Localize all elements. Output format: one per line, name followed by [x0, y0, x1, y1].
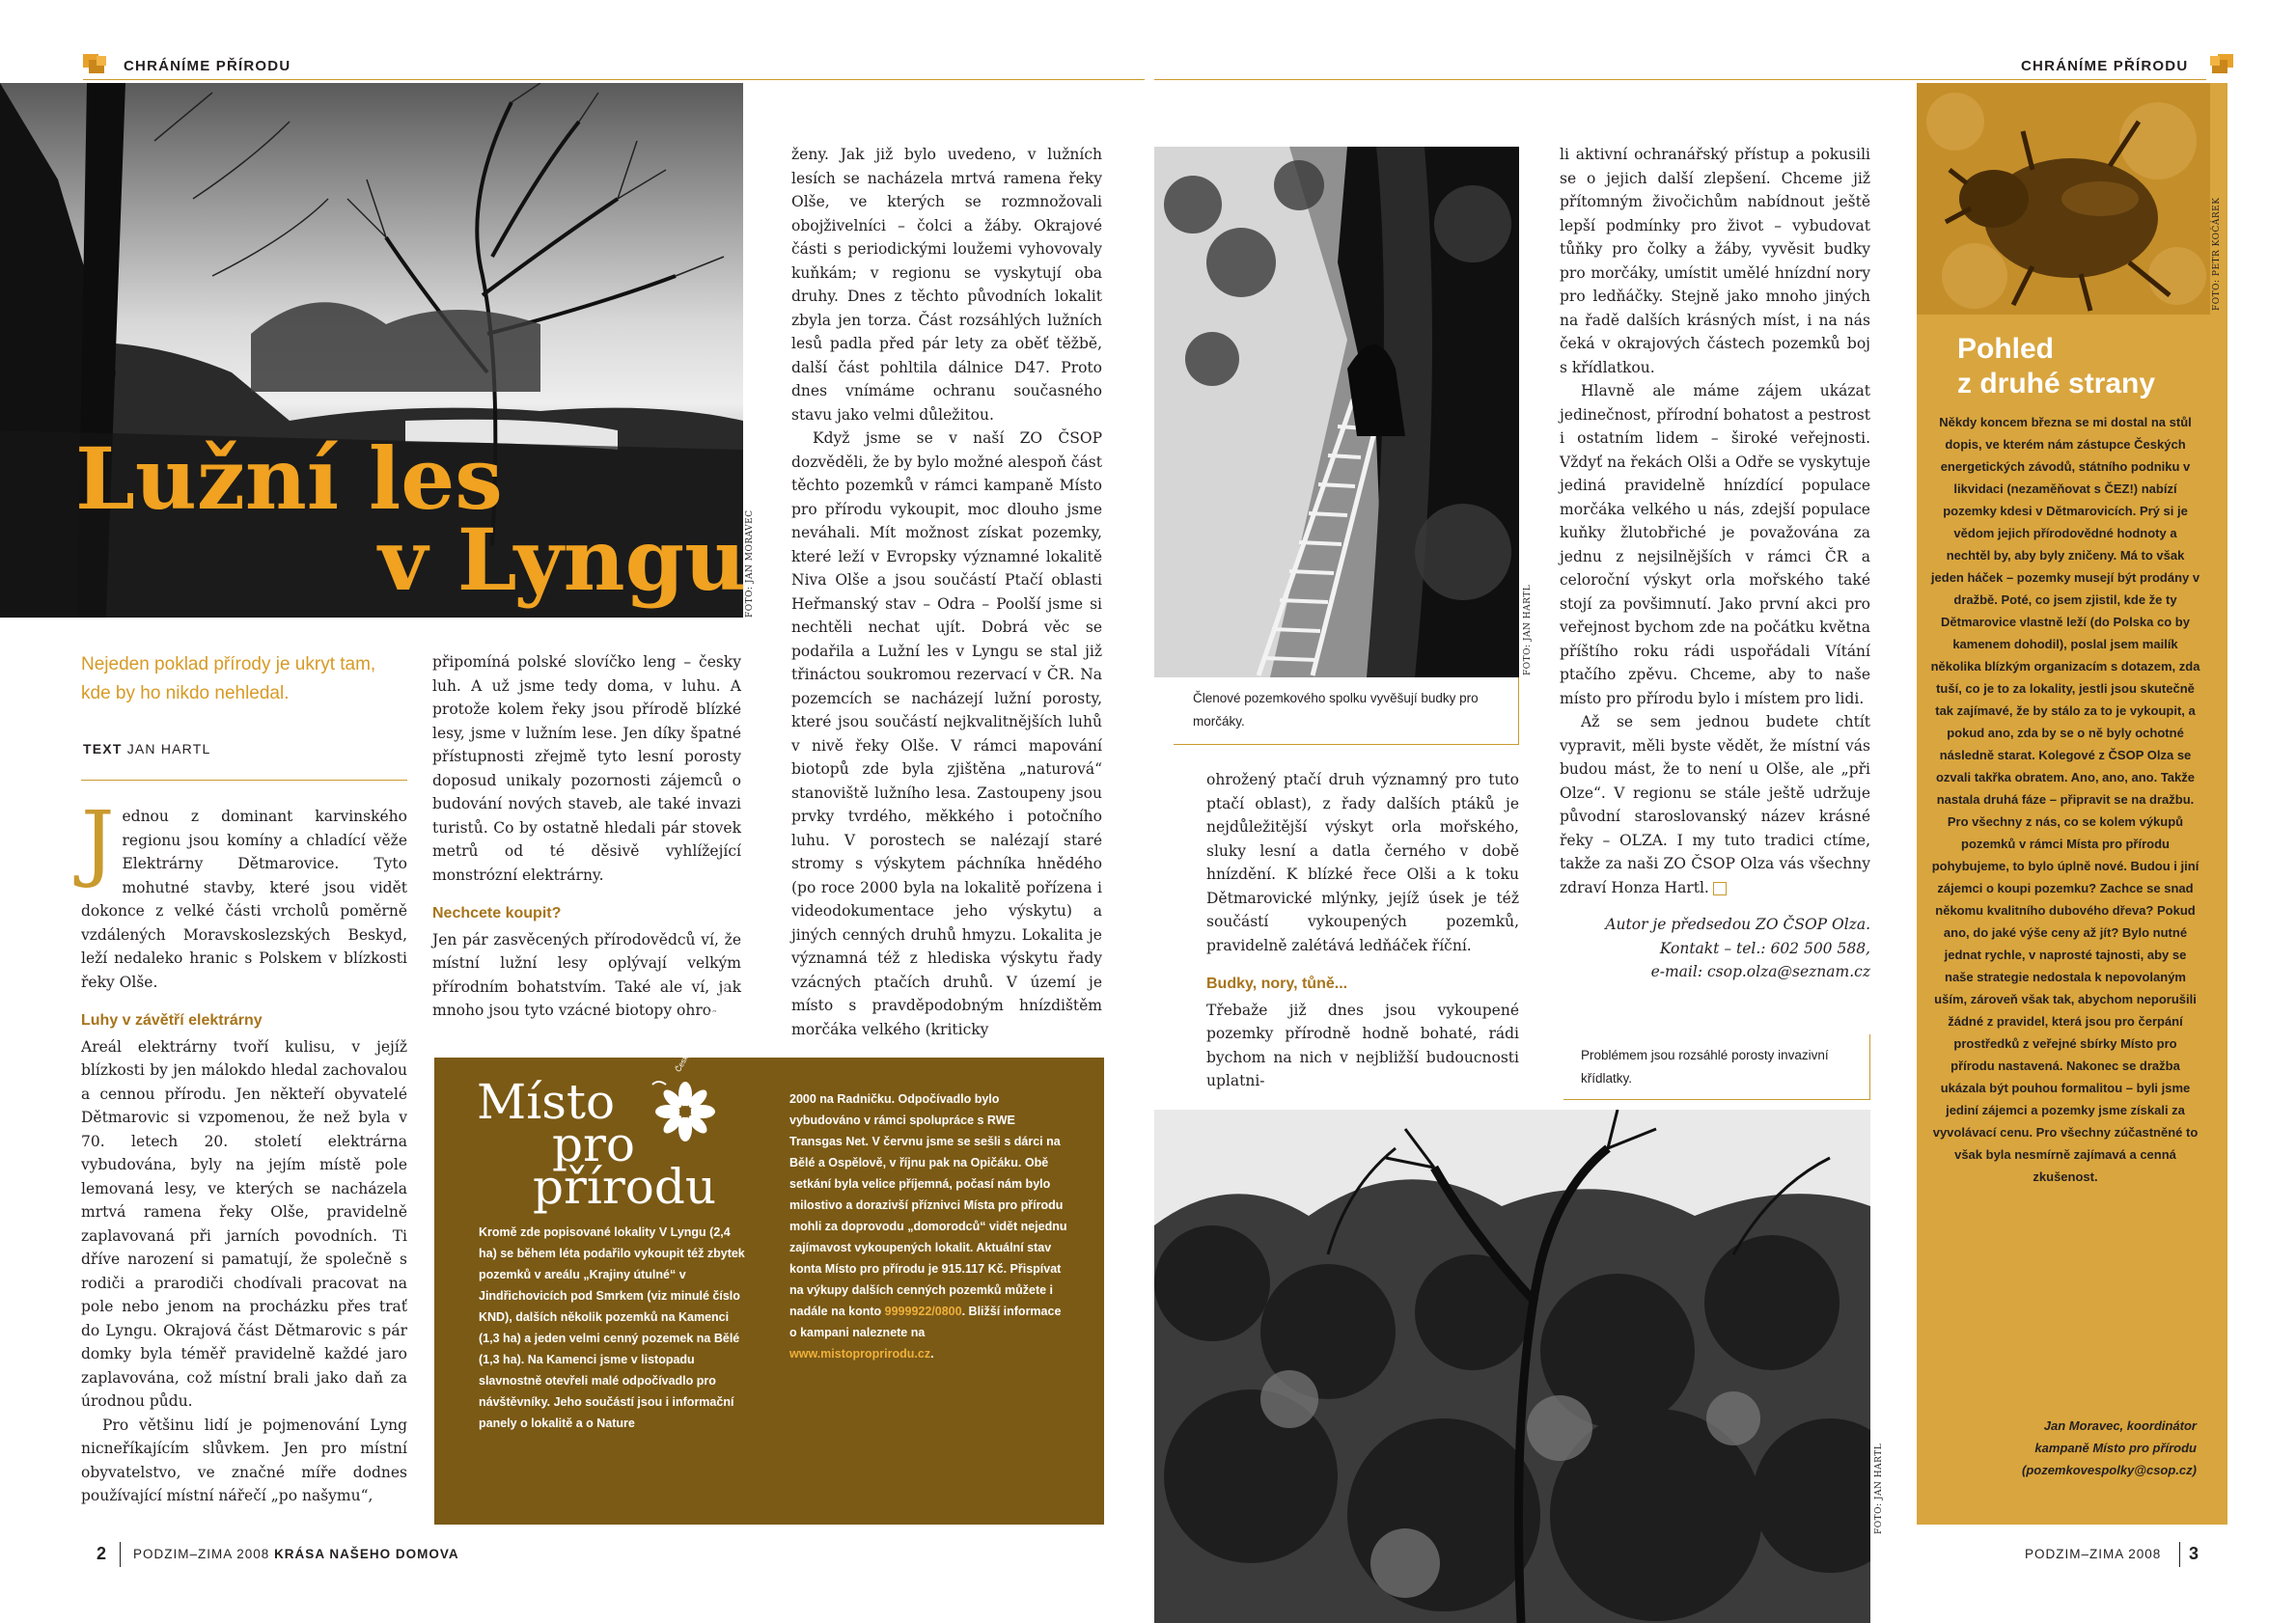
page-number-right: 3	[2189, 1544, 2199, 1563]
caption-2: Problémem jsou rozsáhlé porosty invazivní křídlatky.	[1581, 1048, 1829, 1086]
logo-line-3: přírodu	[533, 1159, 717, 1215]
col5-paragraph-3	[1560, 710, 1870, 899]
column-3	[791, 143, 1102, 1041]
author-note-line-2: Kontakt – tel.: 602 500 588,	[1659, 939, 1870, 957]
forest-photo	[1154, 1110, 1870, 1623]
footer-magazine: KRÁSA NAŠEHO DOMOVA	[274, 1547, 459, 1561]
sidebar-signature-line-2: kampaně Místo pro přírodu	[2034, 1441, 2197, 1455]
col1-paragraph-2: Areál elektrárny tvoří kulisu, v jejíž blízkosti by jen málokdo hledal zachovalou a cennou přírodu. Jen někteří obyvatelé Dětmarovic si vzpomenou, že než byla v 70. letech 20. století elektrárna vybudována, byly na jejím místě pole lemovaná lesy, ve kterých se nacházela mrtvá ramena řeky Olše, pravidelně zaplavovaná při jarních povodních. Ti dříve narození si pamatují, že společně s rodiči a prarodiči chodívali pracovat na pole nebo jenom na procházku přes trať do Lyngu. Okrajová část Dětmarovic s pár domky byla téměř pravidelně každé jaro zaplavována, což místní brali jako daň za úrodnou půdu.	[81, 1037, 407, 1410]
col3-paragraph-1: ženy. Jak již bylo uvedeno, v lužních lesích se nacházela mrtvá ramena řeky Olše, ve kterých se rozmnožovali obojživelníci – čolci a žáby. Okrajové části s periodickými loužemi vyhovovaly kuňkám; v regionu se vyskytují oba druhy. Dnes z těchto původních lokalit zbyla jen torza. Část rozsáhlých lužních lesů padla před pár lety za oběť těžbě, další část pohltila dálnice D47. Proto dnes vnímáme ochranu současného stavu jako velmi důležitou.	[791, 146, 1102, 424]
sidebar-title-line-2: z druhé strany	[1957, 368, 2156, 399]
column-5	[1560, 143, 1870, 984]
sidebar-title	[1957, 332, 2155, 401]
sidebar-signature-line-3: (pozemkovespolky@csop.cz)	[2021, 1463, 2197, 1477]
byline-author: JAN HARTL	[126, 741, 211, 756]
info-box-right-part-2: . Bližší informace o kampani naleznete na	[789, 1305, 1062, 1339]
logo-arc-text: Český svaz ochránců přírody	[674, 982, 732, 1074]
byline-rule	[81, 780, 407, 781]
col1-paragraph-3: Pro většinu lidí je pojmenování Lyng nicneříkajícím slůvkem. Jen pro místní obyvatelstvo, ve značné míře dodnes používající místní nářečí „po našymu“,	[81, 1416, 407, 1504]
col4-paragraph-2: Třebaže již dnes jsou vykoupené pozemky přírodně hodně bohaté, rádi bychom na nich v nejbližší budoucnosti uplatni-	[1206, 1001, 1519, 1089]
info-box-end: .	[930, 1347, 934, 1361]
author-note	[1560, 913, 1870, 984]
footer-issue-right: PODZIM–ZIMA 2008	[2025, 1547, 2162, 1561]
col5-paragraph-1: li aktivní ochranářský přístup a pokusili se o jejich další zlepšení. Chceme již přítomným živočichům nabídnout ještě lepší podmínky pro život – vybudovat tůňky pro čolky a žáby, vyvěsit budky pro morčáky, umístit umělé hnízdní nory pro ledňáčky. Stejně jako mnoho jiných na řadě dalších krásných míst, i na nás čeká v okrajových částech pozemků boj s křídlatkou.	[1560, 146, 1870, 376]
column-4	[1206, 768, 1519, 1093]
col2-heading: Nechcete koupit?	[432, 905, 562, 922]
logo-line-2: pro	[552, 1116, 636, 1172]
author-note-line-1: Autor je předsedou ZO ČSOP Olza.	[1605, 916, 1870, 933]
byline	[83, 741, 210, 756]
photo-credit-1: FOTO: JAN MORAVEC	[745, 509, 755, 618]
page-number-left: 2	[97, 1544, 107, 1563]
website-link[interactable]: www.mistoproprirodu.cz	[789, 1347, 931, 1361]
info-box-left-text: Kromě zde popisované lokality V Lyngu (2,4 ha) se během léta podařilo vykoupit též zbytek pozemků v areálu „Krajiny útulné“ v Jindřichovicích pod Smrkem (viz minulé číslo KND), dalších několik pozemků na Kamenci (1,3 ha) a jeden velmi cenný pozemek na Bělé (1,3 ha). Na Kamenci jsme v listopadu slavnostně otevřeli malé odpočívadlo pro návštěvníky. Jeho součástí jsou i informační panely o lokalitě a o Nature	[479, 1225, 745, 1430]
col4-paragraph-1: ohrožený ptačí druh významný pro tuto ptačí oblast), z řady dalších ptáků je nejdůležitější výskyt orla mořského, sluky lesní a datla černého v době hnízdění. K blízké řece Olši a k toku Dětmarovické mlýnky, jejíž úsek je též součástí vykoupených pozemků, pravidelně zalétává ledňáček říční.	[1206, 771, 1519, 954]
footer-issue-left: PODZIM–ZIMA 2008	[133, 1547, 270, 1561]
column-1	[81, 794, 407, 1508]
byline-label: TEXT	[83, 741, 123, 756]
account-number: 9999922/0800	[884, 1305, 962, 1318]
article-title-line1: Lužní les	[75, 428, 503, 529]
info-box-right-part-1: 2000 na Radničku. Odpočívadlo bylo vybudováno v rámci spolupráce s RWE Transgas Net. V červnu jsme se sešli s dárci na Bělé a Ospělově, v říjnu pak na Opičáku. Obě setkání byla velice příjemná, počasí nám bylo milostivo a dorazivší příznivci Místa pro přírodu mohli za doprovodu „domorodců“ vidět nejednu zajímavost vykoupených lokalit. Aktuální stav konta Místo pro přírodu je 915.117 Kč. Přispívat na výkupy dalších cenných pozemků můžete i nadále na konto	[789, 1092, 1067, 1318]
ladder-photo	[1154, 147, 1519, 677]
end-mark-icon	[1713, 882, 1727, 895]
logo-line-1: Místo	[477, 1074, 616, 1130]
photo-credit-2: FOTO: JAN HARTL	[1523, 584, 1533, 675]
drop-cap: J	[81, 794, 115, 891]
info-box	[434, 982, 1104, 1525]
col3-paragraph-2: Když jsme se v naší ZO ČSOP dozvěděli, že by bylo možné alespoň část těchto pozemků v rámci kampaně Místo pro přírodu vykoupit, moc dlouho jsme neváhali. Mít možnost získat pozemky, které leží v Evropsky významné lokalitě Niva Olše a jsou součástí Ptačí oblasti Heřmanský stav – Odra – Poolší jsme si nechtěli nechat ujít. Dobrá věc se podařila a Lužní les v Lyngu se stal již třináctou soukromou rezervací v ČR. Na pozemcích se nacházejí lužní porosty, které jsou součástí nejkvalitnějších luhů v nivě řeky Olše. V rámci mapování biotopů zde byla zjištěna „naturová“ stanoviště lužního lesa. Zastoupeny jsou prvky tvrdého, měkkého i potočního luhu. V porostech se nalézají staré stromy s výskytem páchníka hnědého (po roce 2000 byla na lokalitě pořízena i videodokumentace jeho výskytu) a jiných cenných druhů hmyzu. Lokalita je významná též z hlediska výskytu řady vzácných ptačích druhů. V území je místo s pravděpodobným hnízdištěm morčáka velkého (kriticky	[791, 429, 1102, 1038]
header-rule-left	[83, 79, 1145, 80]
sidebar	[1917, 83, 2227, 1525]
col2-paragraph-2: Jen pár zasvěcených přírodovědců ví, že místní lužní lesy oplývají velkým přírodním bohatstvím. Také ale ví, jak mnoho jsou tyto vzácné biotopy ohro-	[432, 930, 741, 1019]
col1-heading: Luhy v závětří elektrárny	[81, 1012, 263, 1029]
photo-credit-4: FOTO: PETR KOČÁREK	[2212, 197, 2222, 311]
col5-paragraph-2: Hlavně ale máme zájem ukázat jedinečnost, přírodní bohatost a pestrost i ostatním lidem – široké veřejnosti. Vždyť na řekách Olši a Odře se vyskytuje jediná pravidelně hnízdící populace morčáka velkého u nás, zdejší populace kuňky žlutobřiché je považována za jednu z nejsilnějších v rámci ČR a celoroční výskyt orla mořského také stojí za povšimnutí. Jako první akci pro veřejnost bychom zde na počátku května příštího roku rádi uspořádali Vítání ptačího zpěvu. Chceme, aby to naše místo pro přírodu bylo i místem pro lidi.	[1560, 382, 1870, 707]
article-title-line2: v Lyngu	[378, 509, 747, 610]
sidebar-signature	[1930, 1415, 2197, 1481]
footer-divider-right	[2179, 1542, 2180, 1567]
header-right-icon	[2208, 54, 2233, 75]
header-rule-right	[1154, 79, 2206, 80]
caption-box-2	[1563, 1034, 1870, 1100]
col1-paragraph-1: ednou z dominant karvinského regionu jsou komíny a chladící věže Elektrárny Dětmarovice. Tyto mohutné stavby, které jsou vidět dokonce z velké části vrcholů poměrně vzdálených Moravskoslezských Beskyd, leží nedaleko hranic s Polskem v blízkosti řeky Olše.	[81, 808, 407, 991]
section-label-right: CHRÁNÍME PŘÍRODU	[2021, 58, 2189, 74]
logo-flower-icon	[639, 1065, 732, 1158]
header-left-icon	[83, 54, 108, 75]
photo-credit-3: FOTO: JAN HARTL	[1874, 1443, 1884, 1534]
sidebar-title-line-1: Pohled	[1957, 333, 2055, 365]
caption-box-1	[1174, 677, 1519, 745]
caption-1: Členové pozemkového spolku vyvěšují budky pro morčáky.	[1193, 691, 1479, 729]
author-note-line-3: e-mail: csop.olza@seznam.cz	[1650, 963, 1870, 980]
footer-left	[133, 1547, 459, 1561]
beetle-photo	[1917, 83, 2210, 315]
col2-paragraph-1: připomíná polské slovíčko leng – česky luh. A už jsme tedy doma, v luhu. A protože kolem řeky jsou přírodě blízké lesy, jsme v lužním lese. Jen díky špatné přístupnosti zřejmě tyto lesní porosty doposud unikaly pozornosti zájemců o budování nových staveb, ale také invazi turistů. Co by ostatně hledali pár stovek metrů od té děsivě vyhlížející monstrózní elektrárny.	[432, 653, 741, 884]
section-label-left: CHRÁNÍME PŘÍRODU	[124, 58, 291, 74]
sidebar-signature-line-1: Jan Moravec, koordinátor	[2043, 1418, 2197, 1433]
article-lead: Nejeden poklad přírody je ukryt tam, kde by ho nikdo nehledal.	[81, 654, 376, 703]
col4-heading: Budky, nory, tůně...	[1206, 976, 1348, 992]
info-box-right-text	[789, 1088, 1069, 1364]
col5-paragraph-3-text: Až se sem jednou budete chtít vypravit, měli byste vědět, že místní vás budou mást, že to není u Olše, ale „při Olze“. V regionu se stále ještě udržuje původní staroslovanský název krásné řeky – OLZA. I my tuto tradici ctíme, takže za naši ZO ČSOP Olza vás všechny zdraví Honza Hartl.	[1560, 713, 1870, 896]
footer-divider-left	[120, 1542, 121, 1567]
sidebar-text: Někdy koncem března se mi dostal na stůl dopis, ve kterém nám zástupce Českých energetických závodů, státního podniku v likvidaci (nezaměňovat s ČEZ!) nabízí pozemky kdesi v Dětmarovicích. Prý si je vědom jejich přírodovědné hodnoty a nechtěl by, aby byly zničeny. Má to však jeden háček – pozemky musejí být prodány v dražbě. Poté, co jsem zjistil, kde že ty Dětmarovice vlastně leží (do Polska co by kamenem dohodil), poslal jsem mailík několika blízkým organizacím s dotazem, zda tuší, co je to za lokality, jestli jsou skutečně tak zajímavé, že by stálo za to je vykoupit, a pokud ano, zda by se o ně byly ochotné následně starat. Kolegové z ČSOP Olza se ozvali takřka obratem. Ano, ano, ano. Takže nastala druhá fáze – připravit se na dražbu. Pro všechny z nás, co se kolem výkupů pozemků v rámci Místa pro přírodu pohybujeme, to bylo úplně nové. Budou i jiní zájemci o koupi pozemku? Zachce se snad někomu kvalitního dubového dřeva? Pokud ano, do jaké výše ceny až jít? Bylo nutné jednat rychle, v naprosté tajnosti, aby se naše strategie nedostala k nepovolaným uším, zároveň však tak, abychom neporušili žádné z pravidel, která jsou pro čerpání prostředků z veřejné sbírky Místo pro přírodu nastavená. Nakonec se dražba ukázala být pouhou formalitou – byli jsme jediní zájemci a pozemky jsme získali za vyvolávací cenu. Pro všechny zúčastněné to však byla nesmírně zajímavá a cenná zkušenost.	[1930, 415, 2200, 1184]
column-2	[432, 650, 741, 1023]
